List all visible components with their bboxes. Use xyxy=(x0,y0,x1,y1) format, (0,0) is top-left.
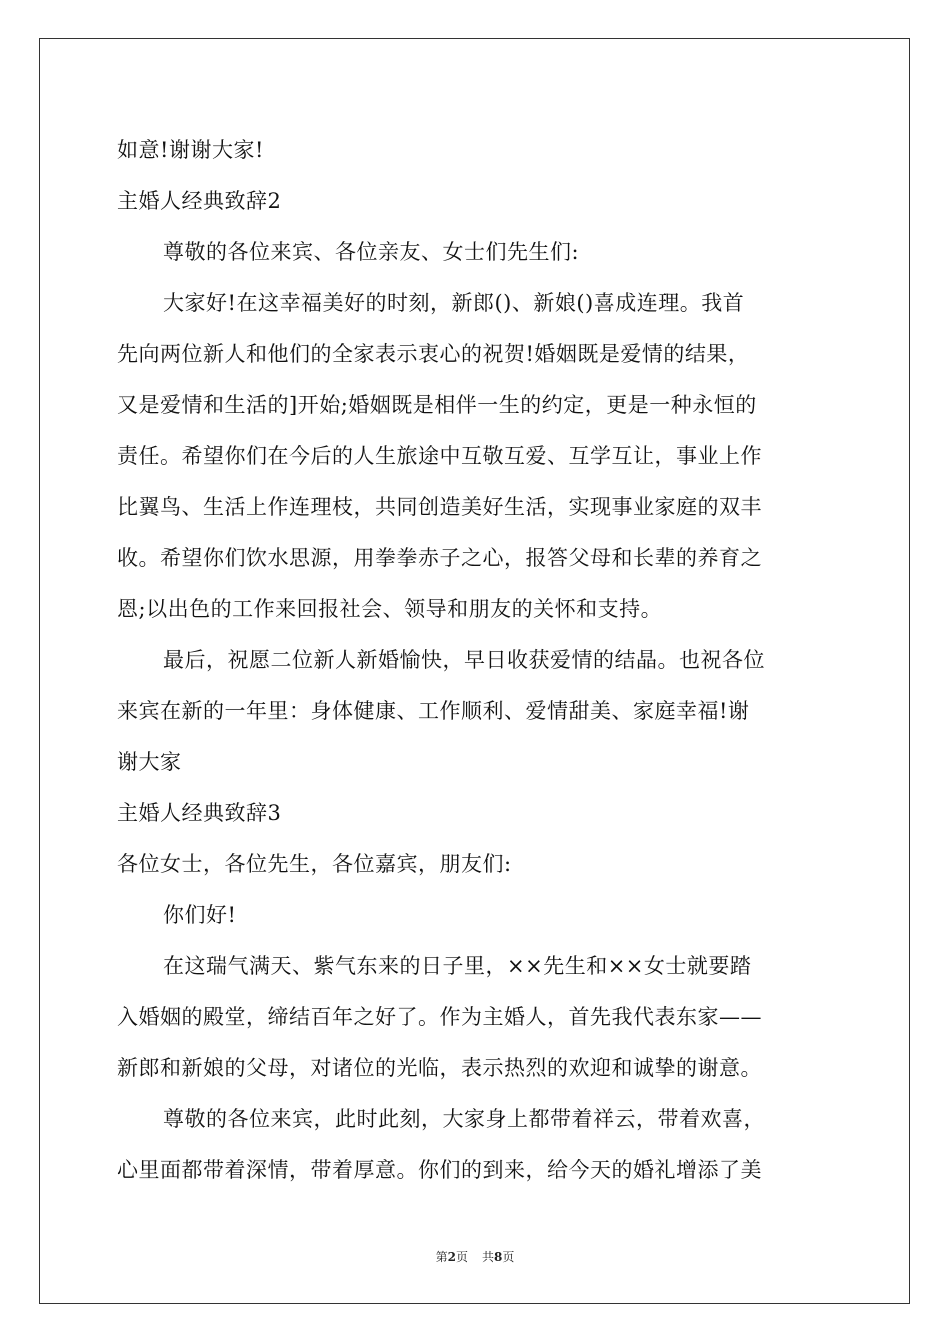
text-line: 如意!谢谢大家! xyxy=(117,138,264,162)
paragraph-line: 谢大家 xyxy=(117,750,182,774)
paragraph-line: 心里面都带着深情，带着厚意。你们的到来，给今天的婚礼增添了美 xyxy=(117,1158,762,1182)
paragraph-line: 收。希望你们饮水思源，用拳拳赤子之心，报答父母和长辈的养育之 xyxy=(117,546,762,570)
paragraph-line: 入婚姻的殿堂，缔结百年之好了。作为主婚人，首先我代表东家—— xyxy=(117,1005,762,1029)
document-body xyxy=(117,125,837,1196)
salutation: 尊敬的各位来宾、各位亲友、女士们先生们: xyxy=(163,240,580,264)
paragraph-line: 先向两位新人和他们的全家表示衷心的祝贺!婚姻既是爱情的结果， xyxy=(117,342,750,366)
page-footer xyxy=(0,1248,950,1265)
greeting: 你们好! xyxy=(163,903,237,927)
paragraph-line: 比翼鸟、生活上作连理枝，共同创造美好生活，实现事业家庭的双丰 xyxy=(117,495,762,519)
paragraph-line: 恩;以出色的工作来回报社会、领导和朋友的关怀和支持。 xyxy=(117,597,663,621)
total-suffix: 页 xyxy=(502,1250,515,1264)
total-prefix: 共 xyxy=(482,1250,495,1264)
section-heading: 主婚人经典致辞3 xyxy=(117,801,282,825)
paragraph-line: 来宾在新的一年里：身体健康、工作顺利、爱情甜美、家庭幸福!谢 xyxy=(117,699,750,723)
page-prefix: 第 xyxy=(435,1250,448,1264)
page-number: 2 xyxy=(447,1250,456,1264)
total-pages: 8 xyxy=(494,1250,503,1264)
paragraph-line: 大家好!在这幸福美好的时刻，新郎()、新娘()喜成连理。我首 xyxy=(163,291,745,315)
salutation: 各位女士，各位先生，各位嘉宾，朋友们: xyxy=(117,852,512,876)
paragraph-line: 最后，祝愿二位新人新婚愉快，早日收获爱情的结晶。也祝各位 xyxy=(163,648,765,672)
paragraph-line: 尊敬的各位来宾，此时此刻，大家身上都带着祥云，带着欢喜， xyxy=(163,1107,765,1131)
page-suffix: 页 xyxy=(455,1250,468,1264)
paragraph-line: 又是爱情和生活的]开始;婚姻既是相伴一生的约定，更是一种永恒的 xyxy=(117,393,757,417)
paragraph-line: 在这瑞气满天、紫气东来的日子里，××先生和××女士就要踏 xyxy=(163,954,752,978)
paragraph-line: 责任。希望你们在今后的人生旅途中互敬互爱、互学互让，事业上作 xyxy=(117,444,762,468)
section-heading: 主婚人经典致辞2 xyxy=(117,189,282,213)
paragraph-line: 新郎和新娘的父母，对诸位的光临，表示热烈的欢迎和诚挚的谢意。 xyxy=(117,1056,762,1080)
